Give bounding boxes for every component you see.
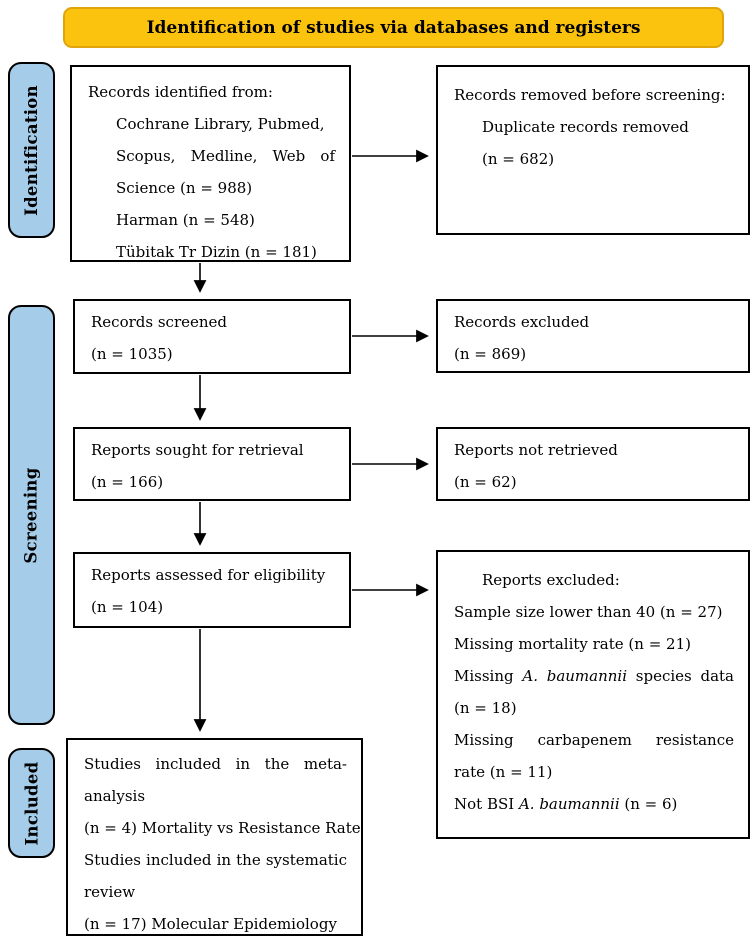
text-line: Missing mortality rate (n = 21) <box>454 635 691 653</box>
text-line: rate (n = 11) <box>454 763 553 781</box>
text-line: Missing carbapenem resistance <box>454 731 734 749</box>
stage-label-screening <box>8 305 55 725</box>
text-line: analysis <box>84 787 146 805</box>
text-line: Reports not retrieved <box>454 441 618 459</box>
text-line: (n = 17) Molecular Epidemiology <box>84 915 337 933</box>
text-line: Harman (n = 548) <box>116 211 255 229</box>
box-reports-excluded <box>436 550 750 839</box>
text-line: Reports assessed for eligibility <box>91 566 326 584</box>
diagram-title-banner <box>63 7 724 48</box>
box-records-removed-before-screening <box>436 65 750 235</box>
text-line: (n = 166) <box>91 473 164 491</box>
text-line: Reports excluded: <box>482 571 620 589</box>
text-line: Records screened <box>91 313 228 331</box>
box-reports-sought-for-retrieval <box>73 427 351 501</box>
text-line: Sample size lower than 40 (n = 27) <box>454 603 723 621</box>
box-records-identified <box>70 65 351 262</box>
text-line: Duplicate records removed <box>482 118 689 136</box>
stage-label-identification <box>8 62 55 238</box>
box-reports-not-retrieved <box>436 427 750 501</box>
text-line: Missing A. baumannii species data <box>454 667 734 685</box>
text-line: Records excluded <box>454 313 590 331</box>
text-line: Studies included in the meta- <box>84 755 347 773</box>
text-line: (n = 682) <box>482 150 555 168</box>
text-line: Cochrane Library, Pubmed, <box>116 115 325 133</box>
stage-label-included-text: Included <box>22 761 41 845</box>
text-line: (n = 18) <box>454 699 517 717</box>
text-line: (n = 1035) <box>91 345 173 363</box>
text-line: Records removed before screening: <box>454 86 726 104</box>
text-line: Tübitak Tr Dizin (n = 181) <box>116 243 317 261</box>
text-line: (n = 62) <box>454 473 517 491</box>
stage-label-included <box>8 748 55 858</box>
box-studies-included <box>66 738 363 936</box>
text-line: (n = 869) <box>454 345 527 363</box>
box-records-excluded <box>436 299 750 373</box>
stage-label-identification-text: Identification <box>22 84 41 216</box>
text-line: Studies included in the systematic <box>84 851 347 869</box>
diagram-title: Identification of studies via databases and registers <box>146 17 641 38</box>
box-records-screened <box>73 299 351 374</box>
text-line: (n = 104) <box>91 598 164 616</box>
text-line: (n = 4) Mortality vs Resistance Rate <box>84 819 361 837</box>
text-line: Reports sought for retrieval <box>91 441 304 459</box>
stage-label-screening-text: Screening <box>22 466 41 564</box>
text-line: Not BSI A. baumannii (n = 6) <box>454 795 678 813</box>
text-line: review <box>84 883 136 901</box>
text-line: Records identified from: <box>88 83 273 101</box>
box-reports-assessed-for-eligibility <box>73 552 351 628</box>
text-line: Science (n = 988) <box>116 179 253 197</box>
text-line: Scopus, Medline, Web of <box>116 147 335 165</box>
